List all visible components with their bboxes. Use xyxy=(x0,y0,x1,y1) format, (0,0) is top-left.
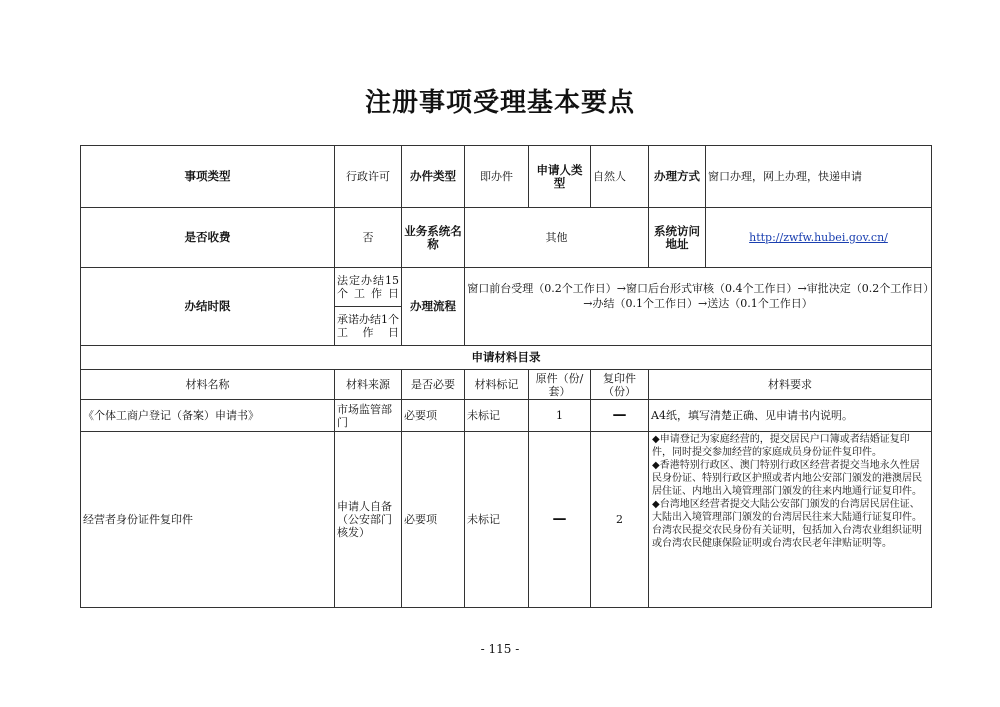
label-item-type: 事项类型 xyxy=(81,146,335,208)
label-handle-type: 办件类型 xyxy=(402,146,465,208)
material-name: 《个体工商户登记（备案）申请书》 xyxy=(81,400,335,432)
materials-header-row xyxy=(81,370,932,400)
label-process: 办理流程 xyxy=(402,268,465,346)
label-applicant-type: 申请人类型 xyxy=(529,146,591,208)
header-requirement: 材料要求 xyxy=(649,370,932,400)
requirement-item: ◆台湾地区经营者提交大陆公安部门颁发的台湾居民居住证、大陆出入境管理部门颁发的台湾居民往来大陆通行证复印件。台湾农民提交农民身份有关证明，包括加入台湾农业组织证明或台湾农民健康保险证明或台湾农民老年津贴证明等。 xyxy=(652,499,922,549)
row-time-limit-1 xyxy=(81,268,932,307)
page-number: - 115 - xyxy=(480,642,520,656)
material-requirement: A4纸，填写清楚正确、见申请书内说明。 xyxy=(649,400,932,432)
system-url-link[interactable]: http://zwfw.hubei.gov.cn/ xyxy=(749,231,888,244)
label-handling-method: 办理方式 xyxy=(649,146,706,208)
material-required: 必要项 xyxy=(402,400,465,432)
header-material-source: 材料来源 xyxy=(335,370,402,400)
value-process: 窗口前台受理（0.2个工作日）→窗口后台形式审核（0.4个工作日）→审批决定（0.2个工作日）→办结（0.1个工作日）→送达（0.1个工作日） xyxy=(465,268,932,346)
material-required: 必要项 xyxy=(402,432,465,608)
material-source: 市场监管部门 xyxy=(335,400,402,432)
value-business-system: 其他 xyxy=(465,208,649,268)
table-row xyxy=(81,400,932,432)
requirement-item: ◆申请登记为家庭经营的，提交居民户口簿或者结婚证复印件，同时提交参加经营的家庭成员身份证件复印件。 xyxy=(652,434,910,458)
material-original-count: 1 xyxy=(529,400,591,432)
label-time-limit: 办结时限 xyxy=(81,268,335,346)
header-required: 是否必要 xyxy=(402,370,465,400)
material-mark: 未标记 xyxy=(465,400,529,432)
header-material-name: 材料名称 xyxy=(81,370,335,400)
label-business-system: 业务系统名称 xyxy=(402,208,465,268)
value-item-type: 行政许可 xyxy=(335,146,402,208)
requirement-item: ◆香港特别行政区、澳门特别行政区经营者提交当地永久性居民身份证、特别行政区护照或者内地公安部门颁发的港澳居民居住证、内地出入境管理部门颁发的往来内地通行证复印件。 xyxy=(652,460,922,497)
value-handle-type: 即办件 xyxy=(465,146,529,208)
table-row xyxy=(81,432,932,608)
header-material-mark: 材料标记 xyxy=(465,370,529,400)
requirements-table xyxy=(80,145,932,608)
row-item-type xyxy=(81,146,932,208)
material-name: 经营者身份证件复印件 xyxy=(81,432,335,608)
value-promise-limit: 承诺办结1个工作日 xyxy=(335,307,402,346)
value-legal-limit: 法定办结15个工作日 xyxy=(335,268,402,307)
value-fee: 否 xyxy=(335,208,402,268)
label-fee: 是否收费 xyxy=(81,208,335,268)
value-handling-method: 窗口办理，网上办理，快递申请 xyxy=(706,146,932,208)
page-title: 注册事项受理基本要点 xyxy=(364,88,635,118)
header-copy: 复印件（份） xyxy=(591,370,649,400)
value-applicant-type: 自然人 xyxy=(591,146,649,208)
row-section-title xyxy=(81,346,932,370)
material-requirement xyxy=(649,432,932,608)
material-copy-count: 2 xyxy=(591,432,649,608)
materials-section-title: 申请材料目录 xyxy=(81,346,932,370)
material-mark: 未标记 xyxy=(465,432,529,608)
header-original: 原件（份/套） xyxy=(529,370,591,400)
row-fee xyxy=(81,208,932,268)
material-source: 申请人自备（公安部门核发） xyxy=(335,432,402,608)
system-url-cell xyxy=(706,208,932,268)
material-original-count: — xyxy=(529,432,591,608)
label-system-url: 系统访问地址 xyxy=(649,208,706,268)
material-copy-count: — xyxy=(591,400,649,432)
